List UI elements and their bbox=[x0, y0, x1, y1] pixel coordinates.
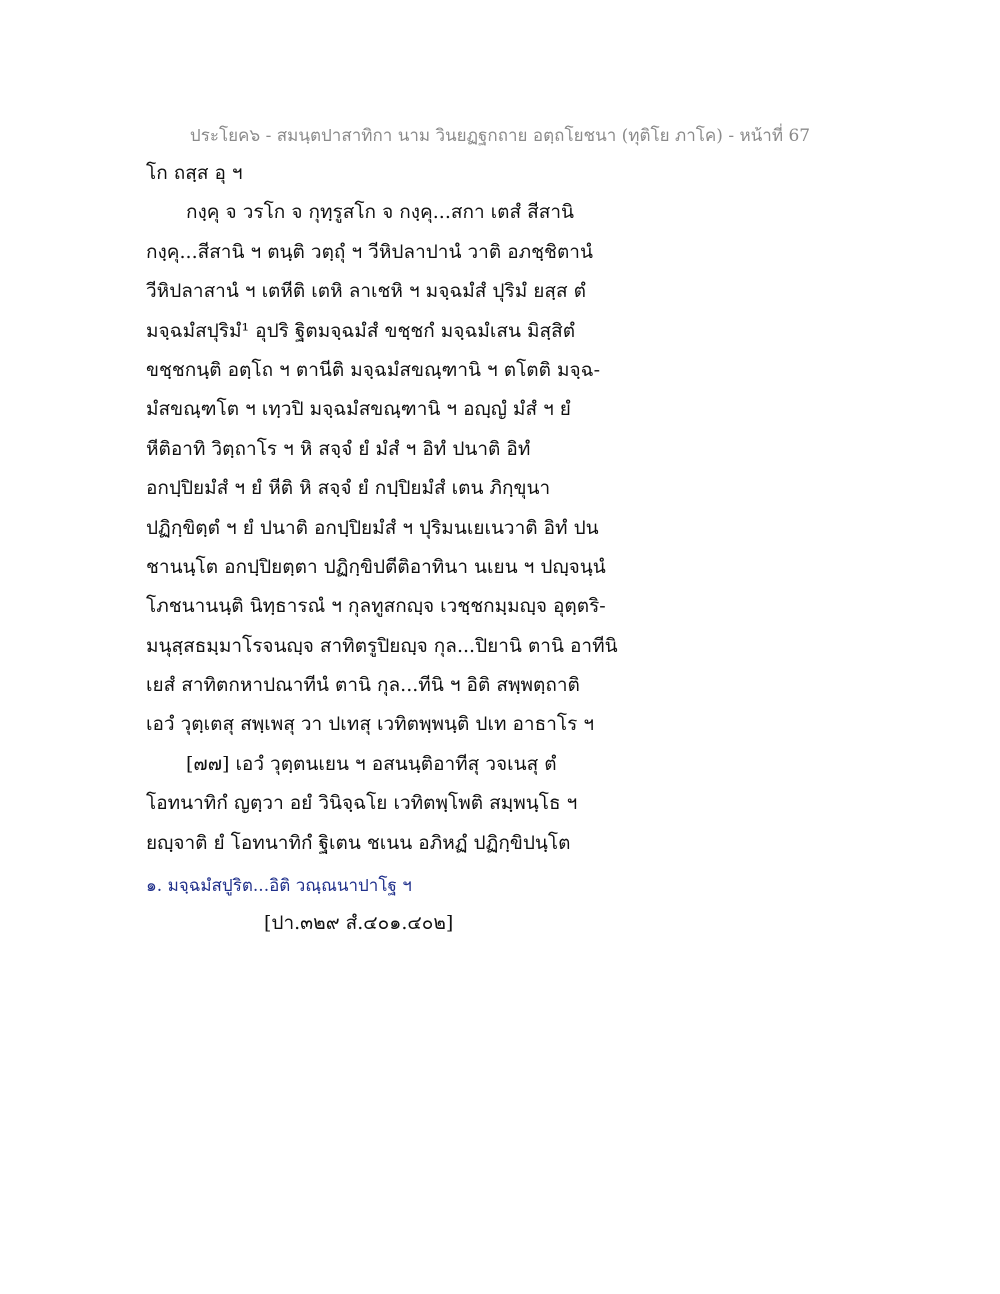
body-line: กงฺคุ จ วรโก จ กุทฺรูสโก จ กงฺคุ...สกา เตสํ สีสานิ bbox=[186, 201, 574, 224]
body-line: เอวํ วุตฺเตสุ สพฺเพสุ วา ปเทสุ เวทิตพฺพนฺติ ปเท อาธาโร ฯ bbox=[146, 713, 594, 736]
body-line: มํสขณฺฑโต ฯ เทฺวปิ มจฺฉมํสขณฺฑานิ ฯ อญฺญํ มํสํ ฯ ยํ bbox=[146, 398, 571, 421]
body-line: อกปฺปิยมํสํ ฯ ยํ หีติ หิ สจฺจํ ยํ กปฺปิยมํสํ เตน ภิกฺขุนา bbox=[146, 477, 551, 500]
body-line: เยสํ สาทิตกหาปณาทีนํ ตานิ กุล...ทีนิ ฯ อิติ สพฺพตฺถาติ bbox=[146, 674, 580, 697]
body-line: โอทนาทิกํ ญตฺวา อยํ วินิจฺฉโย เวทิตพฺโพติ สมฺพนฺโธ ฯ bbox=[146, 792, 578, 815]
body-line: โภชนานนฺติ นิทฺธารณํ ฯ กุลทูสกญฺจ เวชฺชกมฺมญฺจ อุตฺตริ- bbox=[146, 595, 606, 618]
body-line: หีติอาทิ วิตฺถาโร ฯ หิ สจฺจํ ยํ มํสํ ฯ อิทํ ปนาติ อิทํ bbox=[146, 437, 531, 460]
body-line: ยญฺจาติ ยํ โอทนาทิกํ ฐิเตน ชเนน อภิหฏํ ปฏิกฺขิปนฺโต bbox=[146, 831, 571, 854]
body-line: มนุสฺสธมฺมาโรจนญฺจ สาทิตรูปิยญฺจ กุล...ปิยานิ ตานิ อาทีนิ bbox=[146, 634, 618, 657]
body-line: ปฏิกฺขิตฺตํ ฯ ยํ ปนาติ อกปฺปิยมํสํ ฯ ปุริมนเยเนวาติ อิทํ ปน bbox=[146, 516, 599, 539]
body-text bbox=[146, 154, 866, 863]
body-line: [๗๗] เอวํ วุตฺตนเยน ฯ อสนนฺติอาทีสุ วจเนสุ ตํ bbox=[186, 752, 557, 775]
body-line: กงฺคุ...สีสานิ ฯ ตนฺติ วตฺถุํ ฯ วีหิปลาปานํ วาติ อภชฺชิตานํ bbox=[146, 240, 593, 263]
body-line: โก ถสฺส อุ ฯ bbox=[146, 162, 243, 184]
body-line: วีหิปลาสานํ ฯ เตหีติ เตหิ ลาเชหิ ฯ มจฺฉมํสํ ปุริมํ ยสฺส ตํ bbox=[146, 280, 586, 303]
running-header: ประโยค๖ - สมนฺตปาสาทิกา นาม วินยฏฐกถาย อตฺถโยชนา (ทุติโย ภาโค) - หน้าที่ 67 bbox=[189, 126, 811, 146]
body-line: ขชฺชกนฺติ อตฺโถ ฯ ตานีติ มจฺฉมํสขณฺฑานิ ฯ ตโตติ มจฺฉ- bbox=[146, 358, 601, 381]
footnote: ๑. มจฺฉมํสปูริต...อิติ วณฺณนาปาโฐ ฯ bbox=[146, 876, 412, 896]
page-reference: [ปา.๓๒๙ สํ.๔๐๑.๔๐๒] bbox=[264, 912, 454, 934]
body-line: ชานนฺโต อกปฺปิยตฺตา ปฏิกฺขิปตีติอาทินา นเยน ฯ ปญฺจนฺนํ bbox=[146, 555, 606, 578]
body-line: มจฺฉมํสปุริมํ¹ อุปริ ฐิตมจฺฉมํสํ ขชฺชกํ มจฺฉมํเสน มิสฺสิตํ bbox=[146, 319, 576, 342]
